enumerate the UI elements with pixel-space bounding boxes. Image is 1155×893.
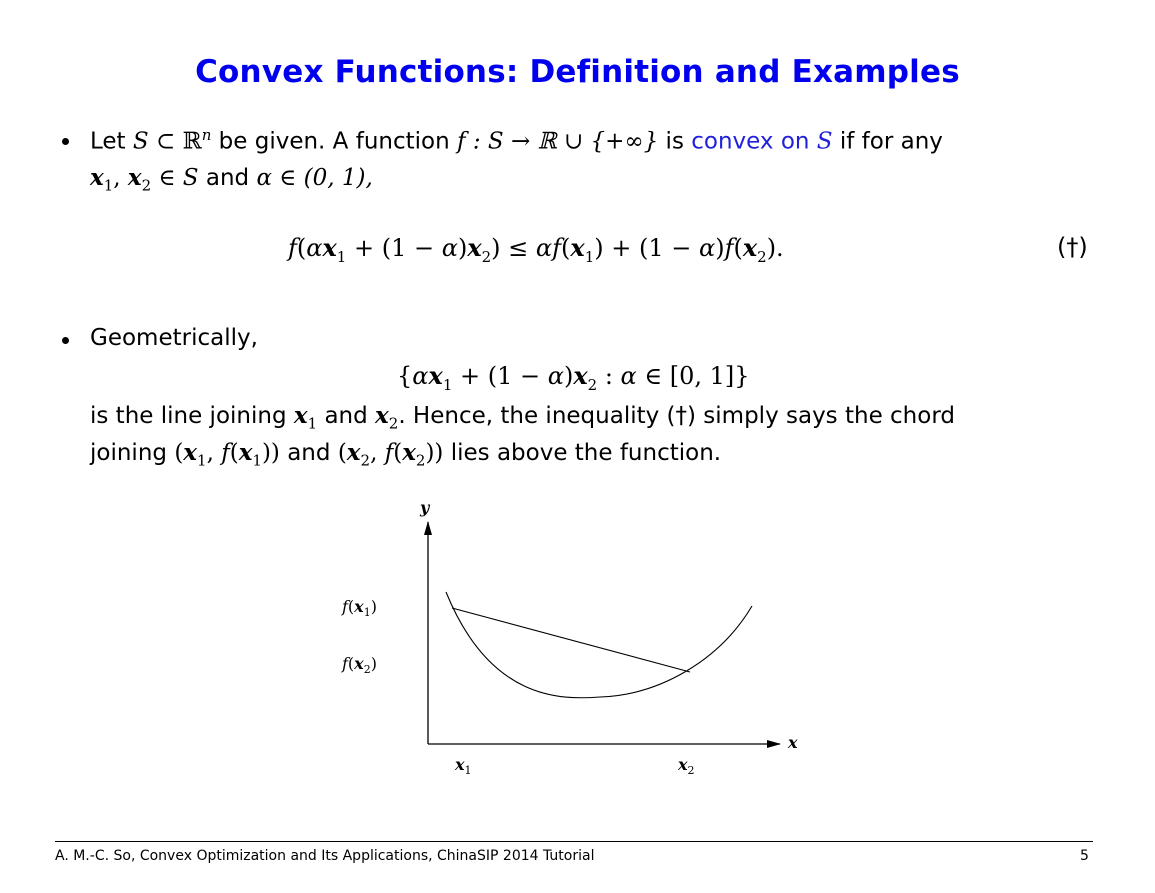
fx1-label: $f(x_1)$ — [342, 597, 377, 620]
eq-part: α — [698, 234, 716, 262]
convex-on-S: S — [816, 128, 833, 155]
eq-part: 2 — [481, 247, 492, 266]
x1-subscript: 1 — [103, 176, 114, 195]
bullet2-intro: Geometrically, — [90, 325, 258, 351]
convex-curve — [446, 592, 752, 698]
bullet1-and: and — [198, 165, 257, 191]
eq-part: x — [322, 233, 337, 262]
bullet1-intro: Let — [90, 128, 133, 155]
bullet1-is: is — [658, 128, 692, 155]
point1: ($x_1$, $f(x_1)$) — [174, 439, 280, 470]
bullet2-line3 — [90, 402, 955, 433]
bullet1-if-any: if for any — [832, 128, 943, 155]
x2-inline-sub: 2 — [388, 414, 399, 433]
line-set-expression: {$\alpha x_1 + (1 - \alpha)x_2$ : α ∈ [0, 1]} — [397, 361, 750, 394]
bullet2-line4 — [90, 439, 721, 470]
x2-subscript: 2 — [141, 176, 152, 195]
x1-symbol: x — [90, 164, 104, 191]
set-part: 1 — [442, 375, 453, 394]
x-axis-label: x — [788, 733, 798, 752]
line4-a: joining — [90, 440, 175, 466]
x2-symbol: x — [127, 164, 142, 191]
page-number: 5 — [1080, 848, 1089, 864]
x2-inline: x — [375, 402, 389, 429]
y-axis-label: y — [420, 498, 430, 517]
in-S: ∈ S — [151, 165, 199, 191]
fx2-label: $f(x_2)$ — [342, 654, 377, 677]
eq-part: α — [306, 234, 323, 262]
line4-c: lies above the function. — [443, 440, 722, 466]
eq-part: 1 — [584, 247, 595, 266]
eq-part: x — [570, 233, 585, 262]
line3-a: is the line joining — [90, 403, 294, 429]
dimension-n: n — [201, 126, 212, 144]
line4-b: and — [279, 440, 338, 466]
eq-part: x — [742, 233, 758, 262]
eq-part: 2 — [757, 247, 767, 266]
footer-citation: A. M.-C. So, Convex Optimization and Its Applications, ChinaSIP 2014 Tutorial — [55, 848, 595, 864]
x1-tick-label: $x_1$ — [455, 755, 472, 778]
point2: ($x_2$, $f(x_2)$) — [337, 439, 444, 470]
alpha-range: α ∈ (0, 1), — [256, 165, 373, 191]
bullet-point-1 — [62, 138, 69, 145]
convexity-inequality: $f(\alpha x_1 + (1 - \alpha)x_2) \le \alpha f(x_1) + (1 - \alpha)f(x_2)$. — [288, 233, 784, 266]
footer-rule — [55, 841, 1093, 842]
subset-symbol: ⊂ — [148, 128, 183, 155]
bullet1-line1 — [90, 126, 943, 155]
slide-title: Convex Functions: Definition and Examples — [195, 54, 960, 90]
convex-on-term: convex on — [691, 128, 817, 155]
eq-part: α — [441, 234, 458, 262]
line3-c: . Hence, the inequality (†) simply says the chord — [398, 403, 955, 429]
set-part: x — [428, 361, 443, 390]
function-declaration: f : S → ℝ ∪ {+∞} — [457, 128, 659, 155]
bullet-point-2 — [62, 337, 69, 344]
eq-part: 1 — [336, 247, 347, 266]
x1-inline-sub: 1 — [307, 414, 318, 433]
set-part: 2 — [587, 375, 598, 394]
set-part: α — [412, 362, 429, 390]
eq-part: f — [288, 234, 297, 262]
bullet1-given: be given. A function — [211, 128, 457, 155]
set-S: S — [132, 128, 149, 155]
eq-part: αf — [535, 234, 561, 262]
equation-tag: (†) — [1057, 233, 1088, 261]
set-part: x — [573, 361, 588, 390]
chord-line — [452, 608, 690, 672]
eq-part: x — [467, 233, 482, 262]
reals-symbol: ℝ — [182, 128, 202, 155]
line3-b: and — [317, 403, 376, 429]
set-part: α — [620, 362, 637, 390]
set-part: α — [547, 362, 564, 390]
x2-tick-label: $x_2$ — [678, 755, 695, 778]
bullet1-line2 — [90, 164, 373, 195]
eq-part: f — [724, 234, 734, 262]
x1-inline: x — [293, 402, 308, 429]
comma: , — [113, 165, 128, 191]
